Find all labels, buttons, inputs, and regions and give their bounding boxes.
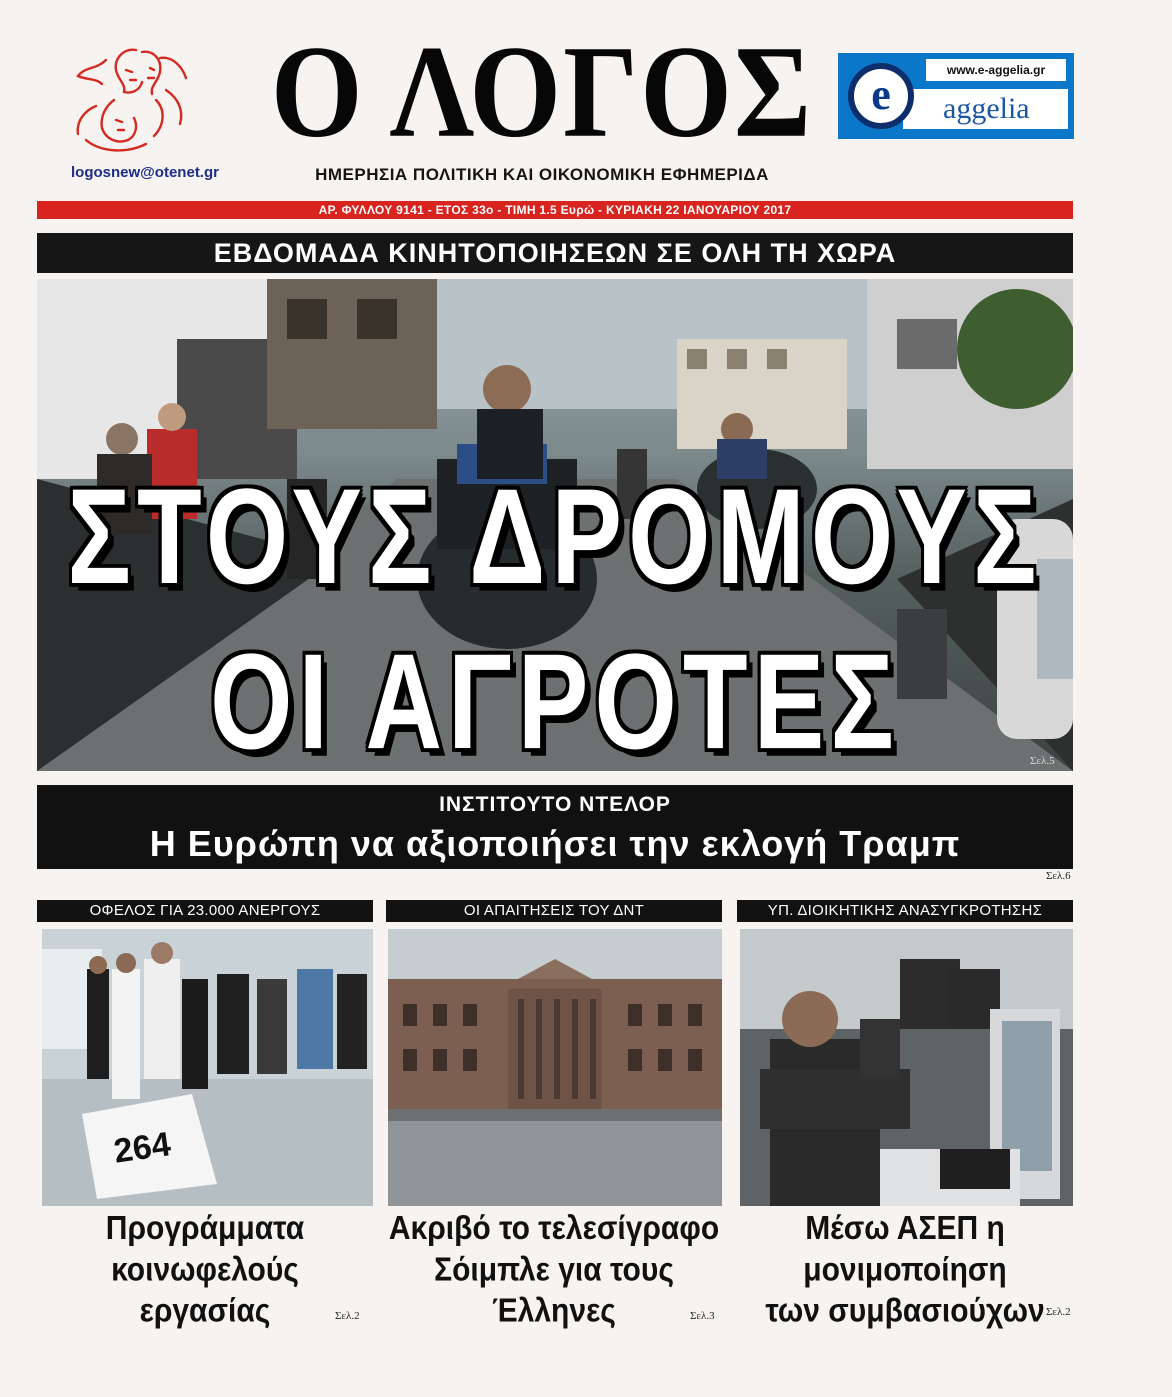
lead-headline-line2: ΟΙ ΑΓΡΟΤΕΣ — [210, 626, 900, 778]
column3-page-ref: Σελ.2 — [1046, 1306, 1071, 1318]
e-logo-icon: e — [848, 63, 914, 129]
column2-headline: Ακριβό το τελεσίγραφο Σόιμπλε για τους Έλληνες — [388, 1210, 720, 1329]
column1-label: ΟΦΕΛΟΣ ΓΙΑ 23.000 ΑΝΕΡΓΟΥΣ — [37, 900, 373, 922]
lead-headline — [37, 455, 1073, 786]
lead-banner: ΕΒΔΟΜΑΔΑ ΚΙΝΗΤΟΠΟΙΗΣΕΩΝ ΣΕ ΟΛΗ ΤΗ ΧΩΡΑ — [37, 233, 1073, 273]
column1-page-ref: Σελ.2 — [335, 1310, 360, 1322]
newspaper-title: Ο ΛΟΓΟΣ — [270, 18, 814, 165]
ad-url[interactable]: www.e-aggelia.gr — [926, 59, 1066, 81]
lead-headline-line1: ΣΤΟΥΣ ΔΡΟΜΟΥΣ — [67, 461, 1043, 613]
column3-photo — [740, 929, 1073, 1206]
story2-title: Η Ευρώπη να αξιοποιήσει την εκλογή Τραμπ — [149, 823, 961, 864]
ad-brand-name: aggelia — [903, 89, 1068, 129]
column3-label: ΥΠ. ΔΙΟΙΚΗΤΙΚΗΣ ΑΝΑΣΥΓΚΡΟΤΗΣΗΣ — [737, 900, 1073, 922]
column2-photo — [388, 929, 722, 1206]
story2-kicker: ΙΝΣΤΙΤΟΥΤΟ ΝΤΕΛΟΡ — [439, 793, 671, 816]
story2-block — [37, 785, 1073, 869]
logo-figures-icon — [66, 40, 196, 158]
column2-label: ΟΙ ΑΠΑΙΤΗΣΕΙΣ ΤΟΥ ΔΝΤ — [386, 900, 722, 922]
eaggelia-ad[interactable] — [838, 53, 1074, 139]
story2-page-ref: Σελ.6 — [1046, 870, 1071, 882]
issue-info-bar: ΑΡ. ΦΥΛΛΟΥ 9141 - ΕΤΟΣ 33ο - ΤΙΜΗ 1.5 Ευρώ - ΚΥΡΙΑΚΗ 22 ΙΑΝΟΥΑΡΙΟΥ 2017 — [37, 201, 1073, 219]
newspaper-subtitle: ΗΜΕΡΗΣΙΑ ΠΟΛΙΤΙΚΗ ΚΑΙ ΟΙΚΟΝΟΜΙΚΗ ΕΦΗΜΕΡΙΔΑ — [315, 165, 769, 184]
column1-photo-number: 264 — [111, 1125, 173, 1171]
contact-email: logosnew@otenet.gr — [71, 164, 219, 181]
column1-photo — [42, 929, 373, 1206]
column2-page-ref: Σελ.3 — [690, 1310, 715, 1322]
column1-headline: Προγράμματα κοινωφελούς εργασίας — [105, 1210, 305, 1329]
column3-headline: Μέσω ΑΣΕΠ η μονιμοποίηση των συμβασιούχων — [765, 1210, 1045, 1329]
lead-page-ref: Σελ.5 — [1030, 755, 1055, 767]
